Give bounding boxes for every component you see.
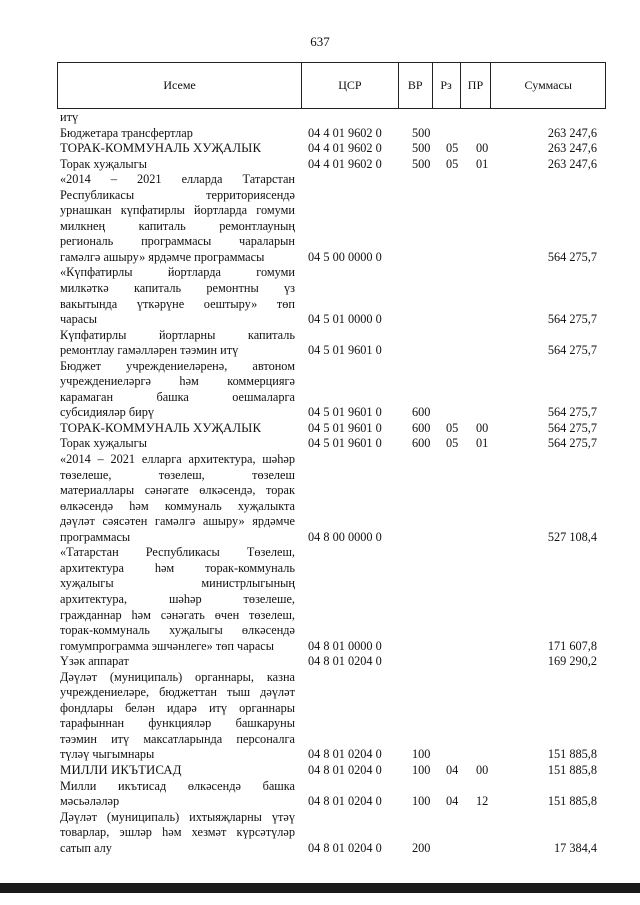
row-vr: 100 <box>412 794 431 809</box>
row-vr: 600 <box>412 405 431 420</box>
row-name <box>60 172 295 265</box>
row-name <box>60 810 295 857</box>
row-name-line: сатып алу <box>60 840 112 855</box>
row-name-line: итү <box>60 110 79 124</box>
row-csr: 04 8 01 0204 0 <box>308 794 382 809</box>
row-sum: 17 384,4 <box>553 840 597 855</box>
table-row <box>60 763 605 779</box>
row-name-line: мәсьәләләр <box>60 794 120 809</box>
row-pr: 01 <box>476 156 489 171</box>
row-name-line: хуҗалыгы министрлыгының <box>60 576 295 591</box>
row-pr: 00 <box>476 762 489 777</box>
row-name-line: учреждениеләре, бюджеттан тыш дәүләт <box>60 685 295 700</box>
table-row <box>60 328 605 359</box>
table-row <box>60 126 605 142</box>
row-name-line: Бюджет учреждениеләренә, автоном <box>60 358 295 373</box>
row-name-line: учреждениеләргә һәм коммерциягә <box>60 374 295 389</box>
row-name-line: урнашкан күпфатирлы йортларда гомуми <box>60 203 295 218</box>
row-name <box>60 359 295 421</box>
row-name-line: ремонтлау гамәлләрен тәэмин итү <box>60 343 239 358</box>
row-rz: 05 <box>446 141 459 156</box>
row-name <box>60 126 295 142</box>
row-name-line: тәэмин итү максатларында персоналга <box>60 731 295 746</box>
row-name-line: торак-коммуналь хуҗалыгы өлкәсендә <box>60 623 295 638</box>
table-row <box>60 545 605 654</box>
row-csr: 04 5 01 9601 0 <box>308 436 382 451</box>
row-sum: 151 885,8 <box>547 794 597 809</box>
scan-edge-bar <box>0 883 640 893</box>
row-csr: 04 8 01 0204 0 <box>308 762 382 777</box>
row-name-line: гомумпрограмма эшчәнлеге» төп чарасы <box>60 638 275 653</box>
table-row <box>60 810 605 857</box>
row-sum: 263 247,6 <box>547 141 597 156</box>
table-header <box>57 62 606 109</box>
row-vr: 500 <box>412 141 431 156</box>
row-pr: 12 <box>476 794 489 809</box>
row-name <box>60 545 295 654</box>
row-sum: 564 275,7 <box>547 420 597 435</box>
row-sum: 564 275,7 <box>547 343 597 358</box>
row-name <box>60 328 295 359</box>
row-sum: 564 275,7 <box>547 436 597 451</box>
row-pr: 00 <box>476 420 489 435</box>
row-name-line: Дәүләт (муниципаль) ихтыяҗларны үтәү <box>60 809 295 824</box>
row-name-line: ТОРАК-КОММУНАЛЬ ХУҖАЛЫК <box>60 141 262 156</box>
row-csr: 04 8 01 0000 0 <box>308 638 382 653</box>
row-name-line: архитектура һәм торак-коммуналь <box>60 560 295 575</box>
page-number: 637 <box>310 34 330 49</box>
row-vr: 100 <box>412 762 431 777</box>
row-name <box>60 670 295 763</box>
row-sum: 564 275,7 <box>547 312 597 327</box>
row-name-line: «2014 – 2021 елларда Татарстан <box>60 172 295 187</box>
row-name-line: Дәүләт (муниципаль) органнары, казна <box>60 669 295 684</box>
row-csr: 04 5 01 9601 0 <box>308 343 382 358</box>
row-sum: 263 247,6 <box>547 125 597 140</box>
row-vr: 100 <box>412 747 431 762</box>
row-name-line: гражданнар һәм сәнәгать өчен төзелеш, <box>60 607 295 622</box>
row-name-line: тарафыннан функцияләр башкаруны <box>60 716 295 731</box>
row-name <box>60 452 295 545</box>
table-row <box>60 654 605 670</box>
row-csr: 04 8 00 0000 0 <box>308 529 382 544</box>
row-name-line: Күпфатирлы йортларны капиталь <box>60 327 295 342</box>
row-pr: 01 <box>476 436 489 451</box>
row-name-line: гамәлгә ашыру» ярдәмче программасы <box>60 249 265 264</box>
row-vr: 600 <box>412 436 431 451</box>
row-csr: 04 5 01 9601 0 <box>308 420 382 435</box>
row-csr: 04 4 01 9602 0 <box>308 125 382 140</box>
row-sum: 564 275,7 <box>547 249 597 264</box>
row-name <box>60 436 295 452</box>
row-name-line: региональ программасы чараларын <box>60 234 295 249</box>
row-sum: 151 885,8 <box>547 747 597 762</box>
table-body <box>60 110 605 856</box>
header-pr: ПР <box>461 63 492 108</box>
row-name-line: дәүләт сәясәтен гамәлгә ашыру» ярдәмче <box>60 514 295 529</box>
header-rz: Рз <box>433 63 461 108</box>
row-rz: 05 <box>446 436 459 451</box>
table-row <box>60 172 605 265</box>
table-row <box>60 141 605 157</box>
row-csr: 04 8 01 0204 0 <box>308 840 382 855</box>
row-name <box>60 763 295 779</box>
row-csr: 04 4 01 9602 0 <box>308 156 382 171</box>
row-name-line: МИЛЛИ ИКЪТИСАД <box>60 762 182 777</box>
row-sum: 564 275,7 <box>547 405 597 420</box>
row-sum: 169 290,2 <box>547 654 597 669</box>
header-sum: Суммасы <box>524 78 572 92</box>
row-name-line: Торак хуҗалыгы <box>60 156 147 171</box>
row-name <box>60 654 295 670</box>
row-pr: 00 <box>476 141 489 156</box>
row-name-line: «Күпфатирлы йортларда гомуми <box>60 265 295 280</box>
row-name-line: материаллары сәнәгате өлкәсендә, торак <box>60 483 295 498</box>
row-sum: 171 607,8 <box>547 638 597 653</box>
table-row <box>60 157 605 173</box>
row-name-line: Үзәк аппарат <box>60 654 129 669</box>
row-name-line: төзелеше, төзелеш, төзелеш <box>60 467 295 482</box>
header-csr: ЦСР <box>302 63 399 108</box>
row-csr: 04 5 01 9601 0 <box>308 405 382 420</box>
header-name: Исеме <box>58 63 302 108</box>
row-rz: 05 <box>446 420 459 435</box>
row-name-line: «2014 – 2021 елларга архитектура, шәһәр <box>60 452 295 467</box>
row-sum: 527 108,4 <box>547 529 597 544</box>
row-sum: 263 247,6 <box>547 156 597 171</box>
row-name-line: милкнең капиталь ремонтлауның <box>60 218 295 233</box>
table-row <box>60 779 605 810</box>
row-name-line: субсидияләр бирү <box>60 405 155 420</box>
table-row <box>60 265 605 327</box>
row-name <box>60 141 295 157</box>
row-name-line: ТОРАК-КОММУНАЛЬ ХУҖАЛЫК <box>60 420 262 435</box>
row-name-line: чарасы <box>60 312 97 327</box>
row-csr: 04 8 01 0204 0 <box>308 654 382 669</box>
row-rz: 05 <box>446 156 459 171</box>
row-vr: 200 <box>412 840 431 855</box>
row-vr: 600 <box>412 420 431 435</box>
row-name <box>60 779 295 810</box>
row-name-line: милкәткә капиталь ремонтны үз <box>60 281 295 296</box>
row-name-line: Бюджетара трансфертлар <box>60 125 193 140</box>
row-name-line: программасы <box>60 529 131 544</box>
row-name-line: фондлары белән идарә итү органнары <box>60 700 295 715</box>
row-name-line: өлкәсендә һәм коммуналь хуҗалыкта <box>60 498 295 513</box>
row-vr: 500 <box>412 156 431 171</box>
table-row <box>60 110 605 126</box>
row-name-line: Торак хуҗалыгы <box>60 436 147 451</box>
row-name-line: Милли икътисад өлкәсендә башка <box>60 778 295 793</box>
row-rz: 04 <box>446 794 459 809</box>
row-name-line: Республикасы территориясендә <box>60 187 295 202</box>
table-row <box>60 670 605 763</box>
row-name <box>60 110 295 126</box>
row-csr: 04 4 01 9602 0 <box>308 141 382 156</box>
row-name-line: вакытында үткәрүне оештыру» төп <box>60 296 295 311</box>
row-name <box>60 421 295 437</box>
row-sum: 151 885,8 <box>547 762 597 777</box>
row-name-line: карамаган башка оешмаларга <box>60 389 295 404</box>
row-csr: 04 5 00 0000 0 <box>308 249 382 264</box>
table-row <box>60 359 605 421</box>
header-vr: ВР <box>399 63 433 108</box>
table-row <box>60 452 605 545</box>
row-csr: 04 5 01 0000 0 <box>308 312 382 327</box>
table-row <box>60 436 605 452</box>
row-name-line: архитектура, шәһәр төзелеше, <box>60 591 295 606</box>
row-name-line: товарлар, эшләр һәм хезмәт күрсәтүләр <box>60 825 295 840</box>
row-name <box>60 157 295 173</box>
row-rz: 04 <box>446 762 459 777</box>
row-csr: 04 8 01 0204 0 <box>308 747 382 762</box>
row-vr: 500 <box>412 125 431 140</box>
row-name-line: «Татарстан Республикасы Төзелеш, <box>60 545 295 560</box>
table-row <box>60 421 605 437</box>
row-name-line: түләү чыгымнары <box>60 747 155 762</box>
row-name <box>60 265 295 327</box>
